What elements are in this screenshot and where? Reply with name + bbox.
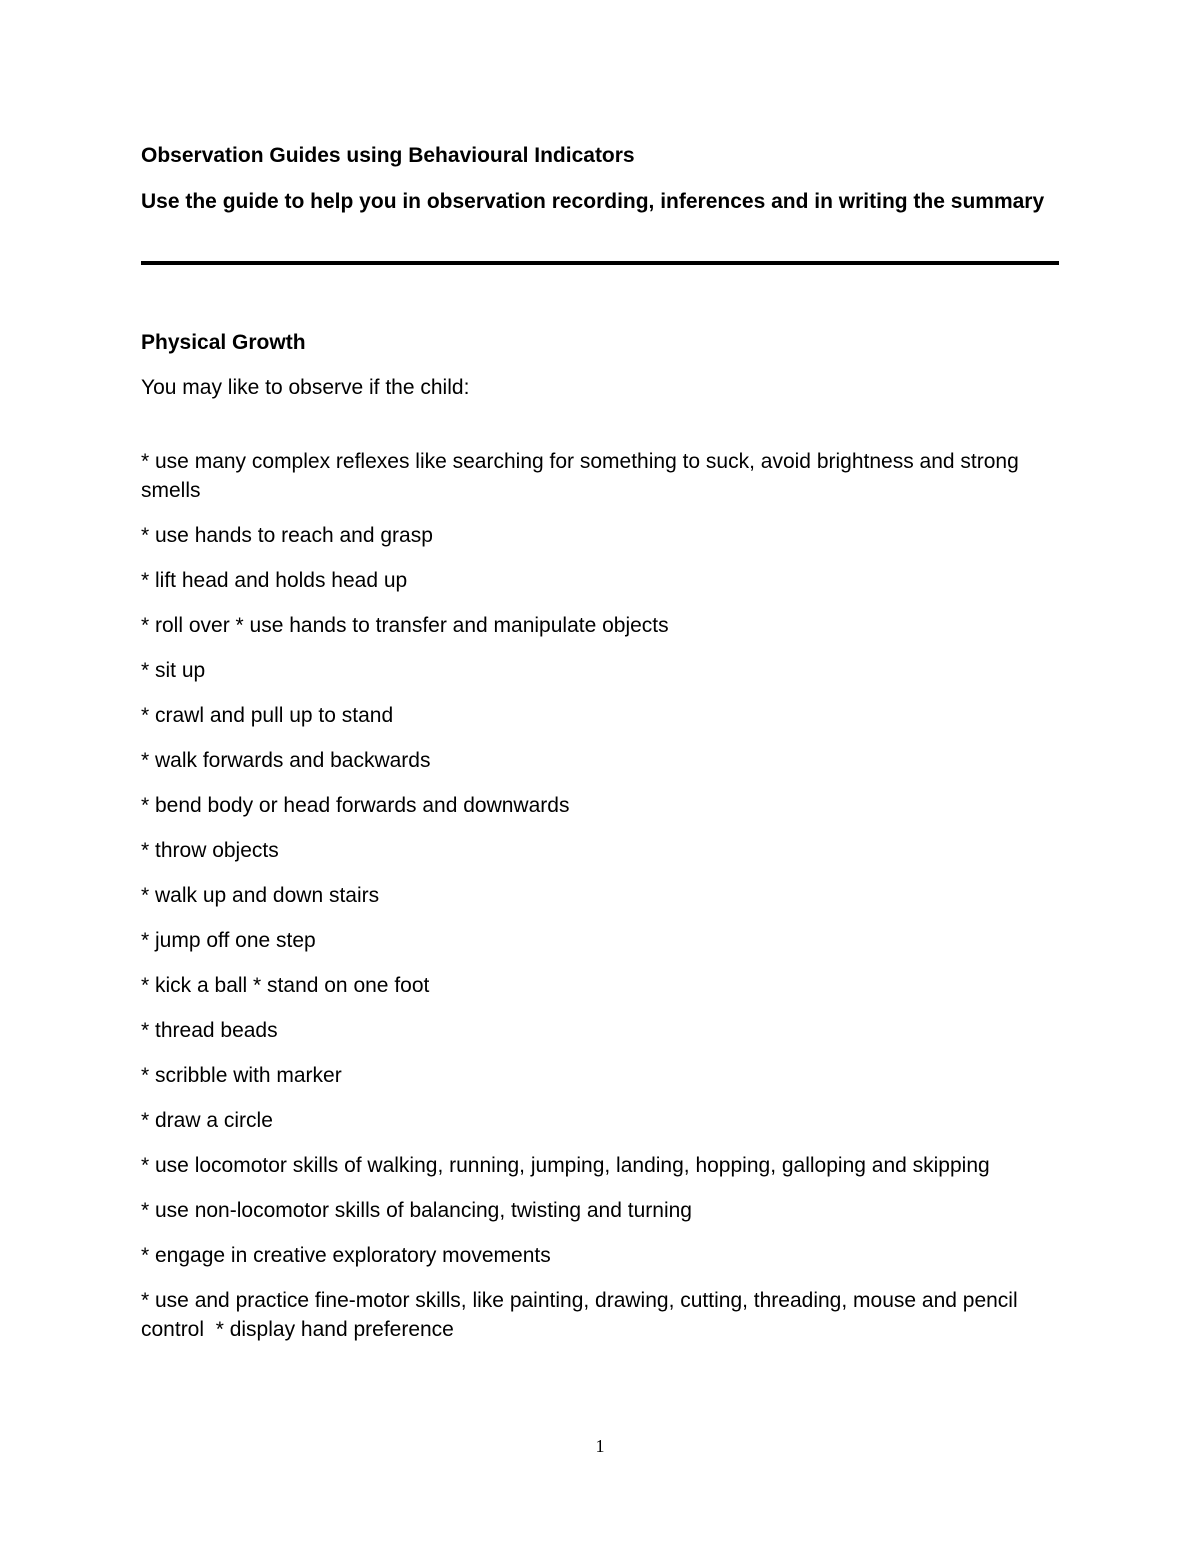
- list-item: * use and practice fine-motor skills, like painting, drawing, cutting, threading, mouse and pencil control * display hand preference: [141, 1289, 1024, 1341]
- list-item: * draw a circle: [141, 1109, 273, 1132]
- list-item: * jump off one step: [141, 929, 316, 952]
- indicator-list: [141, 447, 1059, 1344]
- horizontal-divider: [141, 261, 1059, 265]
- document-subtitle: Use the guide to help you in observation recording, inferences and in writing the summary: [141, 190, 1045, 213]
- document-title: Observation Guides using Behavioural Indicators: [141, 144, 635, 167]
- list-item: * throw objects: [141, 839, 279, 862]
- list-item: * thread beads: [141, 1019, 278, 1042]
- list-item: * use locomotor skills of walking, running, jumping, landing, hopping, galloping and skipping: [141, 1154, 990, 1177]
- page-number: 1: [595, 1436, 605, 1456]
- list-item: * walk up and down stairs: [141, 884, 380, 907]
- list-item: * kick a ball * stand on one foot: [141, 974, 430, 997]
- list-item: * sit up: [141, 659, 206, 682]
- page-content: [141, 141, 1059, 1360]
- list-item: * use non-locomotor skills of balancing, twisting and turning: [141, 1199, 692, 1222]
- list-item: * lift head and holds head up: [141, 569, 408, 592]
- section-heading: Physical Growth: [141, 331, 306, 354]
- list-item: * scribble with marker: [141, 1064, 342, 1087]
- list-item: * crawl and pull up to stand: [141, 704, 394, 727]
- list-item: * use many complex reflexes like searching for something to suck, avoid brightness and strong smells: [141, 450, 1025, 502]
- list-item: * bend body or head forwards and downwards: [141, 794, 570, 817]
- section-intro: You may like to observe if the child:: [141, 376, 470, 399]
- list-item: * walk forwards and backwards: [141, 749, 431, 772]
- list-item: * use hands to reach and grasp: [141, 524, 433, 547]
- list-item: * roll over * use hands to transfer and manipulate objects: [141, 614, 669, 637]
- list-item: * engage in creative exploratory movements: [141, 1244, 551, 1267]
